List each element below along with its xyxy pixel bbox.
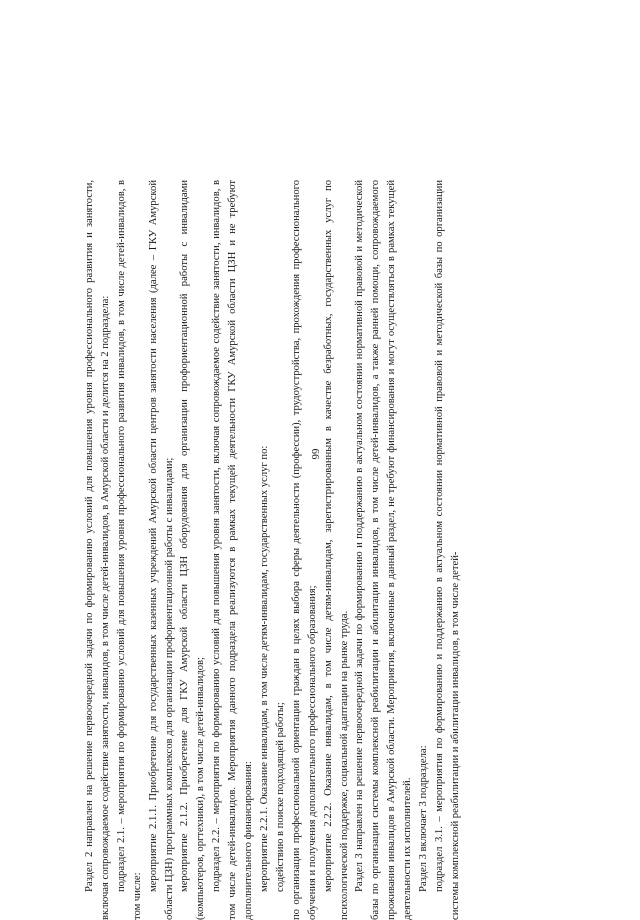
paragraph-career-guidance: по организации профессиональной ориентации граждан в целях выбора сферы деятельности (профессии), трудоустройства, прохождения профессионального обучения и получения дополнительного профессионального образования; bbox=[290, 180, 318, 920]
paragraph-subsection-3-1: подраздел 3.1. – мероприятия по формированию и поддержанию в актуальном состоянии нормативной правовой и методической базы по организации системы комплексной реабилитации и абилитации инвалидов, в том числе детей- bbox=[433, 180, 461, 920]
paragraph-job-search: содействию в поиске подходящей работы; bbox=[274, 702, 286, 892]
paragraph-measure-2-2-2: мероприятие 2.2.2. Оказание инвалидам, в том числе детям-инвалидам, зарегистрированным в качестве безработных, государственных услуг по психологической поддержке, социальной адаптации на рынке труда. bbox=[322, 180, 350, 920]
paragraph-section-3-subsections: Раздел 3 включает 3 подраздела: bbox=[418, 745, 430, 892]
paragraph-measure-2-1-1: мероприятие 2.1.1. Приобретение для государственных казенных учреждений Амурской области центров занятости населения (далее – ГКУ Амурской области ЦЗН) программных комплексов для организации профориентационной работы с инвалидами; bbox=[147, 180, 175, 920]
paragraph-measure-2-2-1: мероприятие 2.2.1. Оказание инвалидам, в том числе детям-инвалидам, государственных услуг по: bbox=[258, 445, 270, 892]
paragraph-section-2: Раздел 2 направлен на решение первоочередной задачи по формированию условий для повышения уровня профессионального развития и занятости, включая сопровождаемое содействие занятости, инвалидов, в том числе детей-инвалидов, в Амурской области и делится на 2 подраздела: bbox=[84, 180, 111, 920]
page-number: 66 bbox=[309, 448, 321, 460]
document-body bbox=[82, 180, 562, 920]
paragraph-subsection-2-1: подраздел 2.1. – мероприятия по формированию условий для повышения уровня профессионального развития инвалидов, в том числе детей-инвалидов, в том числе: bbox=[115, 180, 143, 920]
paragraph-subsection-2-2: подраздел 2.2. – мероприятия по формированию условий для повышения уровня занятости, включая сопровождаемое содействие занятости, инвалидов, в том числе детей-инвалидов. Мероприятия данного подраздела реализуются в рамках текущей деятельности ГКУ Амурской области ЦЗН и не требуют дополнительного финансирования: bbox=[211, 180, 255, 920]
paragraph-section-3: Раздел 3 направлен на решение первоочередной задачи по формированию и поддержанию в актуальном состоянии нормативной правовой и методической базы по организации системы комплексной реабилитации и абилитации инвалидов, в том числе детей-инвалидов, а также ранней помощи, сопровождаемого проживания инвалидов в Амурской области. Мероприятия, включенные в данный раздел, не требуют финансирования и могут осуществляться в рамках текущей деятельности их исполнителей. bbox=[354, 180, 414, 920]
paragraph-measure-2-1-2: мероприятие 2.1.2. Приобретение для ГКУ Амурской области ЦЗН оборудования для организации профориентационной работы с инвалидами (компьютеров, оргтехники), в том числе детей-инвалидов; bbox=[179, 180, 207, 920]
